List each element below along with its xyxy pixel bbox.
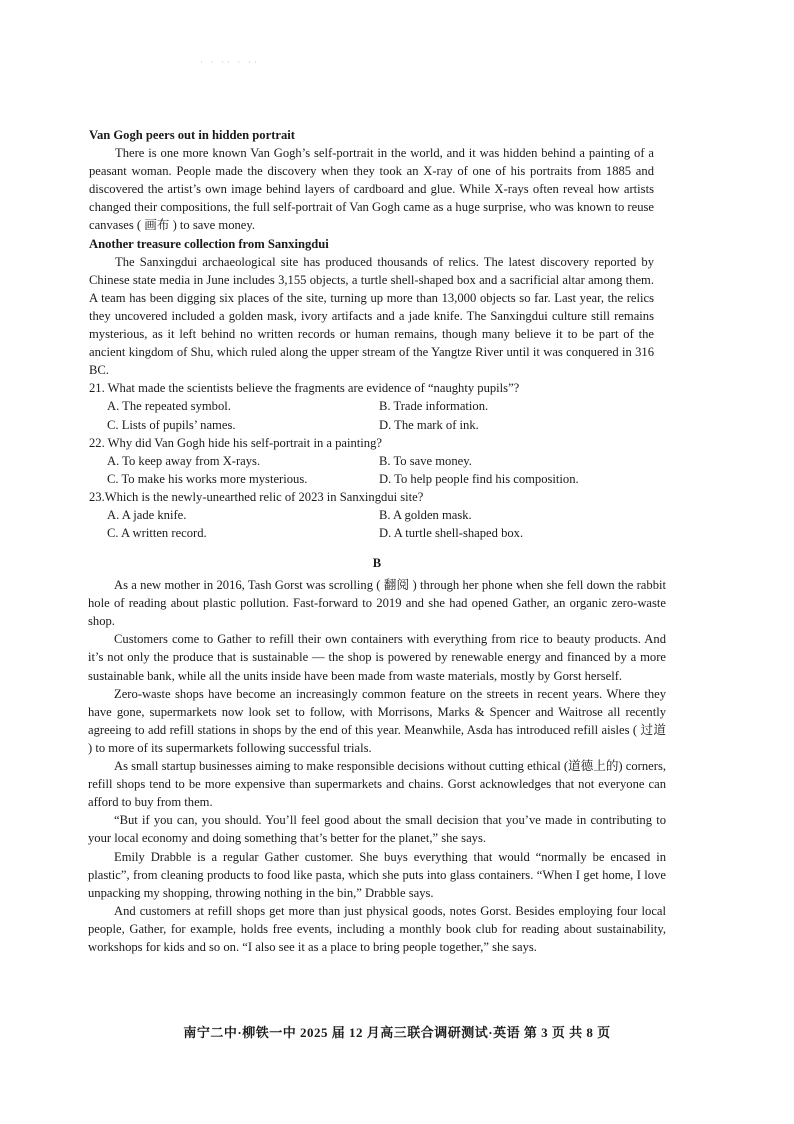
heading-sanxingdui: Another treasure collection from Sanxingdui	[89, 236, 329, 251]
option-c: C. A written record.	[107, 526, 207, 541]
paragraph: Zero-waste shops have become an increasingly common feature on the streets in recent years. Where they have gone, supermarkets now look set to follow, with Morrisons, Marks & Spencer and Waitrose all recently agreeing to add refill stations in shops by the end of this year. Meanwhile, Asda has introduced refill aisles ( 过道 ) to more of its supermarkets following successful trials.	[88, 686, 666, 755]
passage-a	[89, 126, 654, 542]
question-stem: 23.Which is the newly-unearthed relic of 2023 in Sanxingdui site?	[89, 489, 424, 504]
option-b: B. Trade information.	[379, 399, 489, 414]
question-21	[89, 379, 654, 433]
option-a: A. The repeated symbol.	[107, 399, 231, 414]
option-d: D. A turtle shell-shaped box.	[379, 526, 524, 541]
paragraph: Customers come to Gather to refill their own containers with everything from rice to beauty products. And it’s not only the produce that is sustainable — the shop is powered by renewable energy and financed by a more sustainable bank, while all the units inside have been made from waste materials, mostly by Gorst herself.	[88, 632, 666, 683]
option-a: A. To keep away from X-rays.	[107, 453, 261, 468]
paragraph: “But if you can, you should. You’ll feel good about the small decision that you’ve made in contributing to your local economy and doing something that’s better for the planet,” she says.	[88, 813, 666, 846]
paragraph: As a new mother in 2016, Tash Gorst was scrolling ( 翻阅 ) through her phone when she fell down the rabbit hole of reading about plastic pollution. Fast-forward to 2019 and she had opened Gather, an organic zero-waste shop.	[88, 578, 666, 629]
page-footer: 南宁二中·柳铁一中 2025 届 12 月高三联合调研测试·英语 第 3 页 共 8 页	[183, 1025, 611, 1040]
paragraph-sanxingdui: The Sanxingdui archaeological site has produced thousands of relics. The latest discovery reported by Chinese state media in June includes 3,155 objects, a turtle shell-shaped box and a sacrificial altar among them. A team has been digging six places of the site, turning up more than 13,000 objects so far. Last year, the relics they uncovered included a golden mask, ivory artifacts and a jade knife. The Sanxingdui culture still remains mysterious, as it left behind no written records or human remains, though many believe it to be part of the ancient kingdom of Shu, which ruled along the upper stream of the Yangtze River until it was conquered in 316 BC.	[89, 254, 654, 378]
heading-van-gogh: Van Gogh peers out in hidden portrait	[89, 128, 295, 142]
scan-artifact: ˙ ˙ ˙˙ ˙ ˙˙	[200, 60, 260, 69]
paragraph-van-gogh: There is one more known Van Gogh’s self-portrait in the world, and it was hidden behind a painting of a peasant woman. People made the discovery when they took an X-ray of one of his portraits from 1885 and discovered the artist’s own image behind layers of cardboard and glue. While X-rays often reveal how artists changed their compositions, the full self-portrait of Van Gogh came as a huge surprise, who was known to reuse canvases ( 画布 ) to save money.	[89, 146, 654, 233]
option-d: D. The mark of ink.	[379, 417, 479, 432]
option-a: A. A jade knife.	[107, 507, 187, 522]
paragraph: As small startup businesses aiming to make responsible decisions without cutting ethical (道德上的) corners, refill shops tend to be more expensive than supermarkets and chains. Gorst acknowledges that not everyone can afford to buy from them.	[88, 759, 666, 810]
question-stem: 21. What made the scientists believe the fragments are evidence of “naughty pupils”?	[89, 381, 520, 396]
passage-b	[88, 554, 666, 956]
section-title: B	[372, 556, 382, 570]
question-22	[89, 434, 654, 488]
option-b: B. A golden mask.	[379, 507, 472, 522]
question-stem: 22. Why did Van Gogh hide his self-portrait in a painting?	[89, 435, 382, 450]
option-d: D. To help people find his composition.	[379, 471, 579, 486]
paragraph: And customers at refill shops get more than just physical goods, notes Gorst. Besides employing four local people, Gather, for example, holds free events, including a monthly book club for reading about sustainability, workshops for kids and so on. “I also see it as a place to bring people together,” she says.	[88, 903, 666, 954]
question-23	[89, 488, 654, 542]
option-b: B. To save money.	[379, 453, 472, 468]
option-c: C. To make his works more mysterious.	[107, 471, 308, 486]
paragraph: Emily Drabble is a regular Gather customer. She buys everything that would “normally be encased in plastic”, from cleaning products to food like pasta, which she puts into glass containers. “When I get home, I love unpacking my shopping, throwing nothing in the bin,” Drabble says.	[88, 849, 666, 900]
option-c: C. Lists of pupils’ names.	[107, 417, 236, 432]
